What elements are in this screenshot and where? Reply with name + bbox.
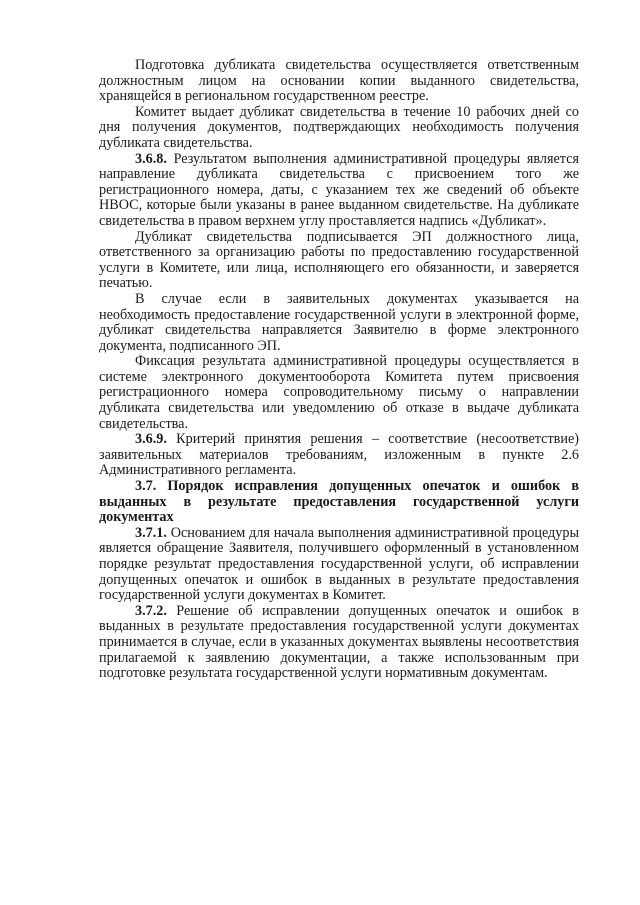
clause-text: Критерий принятия решения – соответствие (несоответствие) заявительных материалов требованиям, изложенным в пункте 2.6 Административного регламента. [99,431,579,479]
paragraph-electronic-form: В случае если в заявительных документах указывается на необходимость предоставление государственной услуги в электронной форме, дубликат свидетельства направляется Заявителю в форме электронного документа, подписанного ЭП. [99,290,579,354]
section-heading-3-7: 3.7. Порядок исправления допущенных опечаток и ошибок в выданных в результате предоставления государственной услуги документах [99,478,579,526]
paragraph-committee-issues-duplicate: Комитет выдает дубликат свидетельства в течение 10 рабочих дней со дня получения документов, подтверждающих необходимость получения дубликата свидетельства. [99,103,579,151]
clause-number: 3.7.1. [135,524,167,541]
paragraph-3-7-2 [99,604,579,682]
clause-number: 3.7.2. [135,602,167,619]
paragraph-3-6-9 [99,432,579,479]
clause-number: 3.6.8. [135,150,167,167]
paragraph-result-fixation: Фиксация результата административной процедуры осуществляется в системе электронного документооборота Комитета путем присвоения регистрационного номера сопроводительному письму о направлении дубликата свидетельства или уведомлению об отказе в выдаче дубликата свидетельства. [99,353,579,432]
paragraph-duplicate-signed: Дубликат свидетельства подписывается ЭП должностного лица, ответственного за организацию работы по предоставлению государственной услуги в Комитете, или лица, исполняющего его обязанности, и заверяется печатью. [99,228,579,292]
paragraph-3-6-8 [99,152,579,230]
clause-text: Решение об исправлении допущенных опечаток и ошибок в выданных в результате предоставления государственной услуги документах принимается в случае, если в указанных документах выявлены несоответствия прилагаемой к заявлению документации, а также использованным при подготовке результата государственной услуги нормативным документам. [99,602,579,682]
document-page [99,58,579,682]
clause-text: Основанием для начала выполнения административной процедуры является обращение Заявителя, получившего оформленный в установленном порядке результат предоставления государственной услуги, об исправлении допущенных опечаток и ошибок в выданных в результате предоставления государственной услуги документах в Комитет. [99,524,579,604]
clause-text: Результатом выполнения административной процедуры является направление дубликата свидетельства с присвоением того же регистрационного номера, даты, с указанием тех же сведений об объекте НВОС, которые были указаны в ранее выданном свидетельстве. На дубликате свидетельства в правом верхнем углу проставляется надпись «Дубликат». [99,150,579,229]
paragraph-duplicate-preparation: Подготовка дубликата свидетельства осуществляется ответственным должностным лицом на основании копии выданного свидетельства, хранящейся в региональном государственном реестре. [99,57,579,105]
paragraph-3-7-1 [99,526,579,604]
clause-number: 3.6.9. [135,431,167,448]
